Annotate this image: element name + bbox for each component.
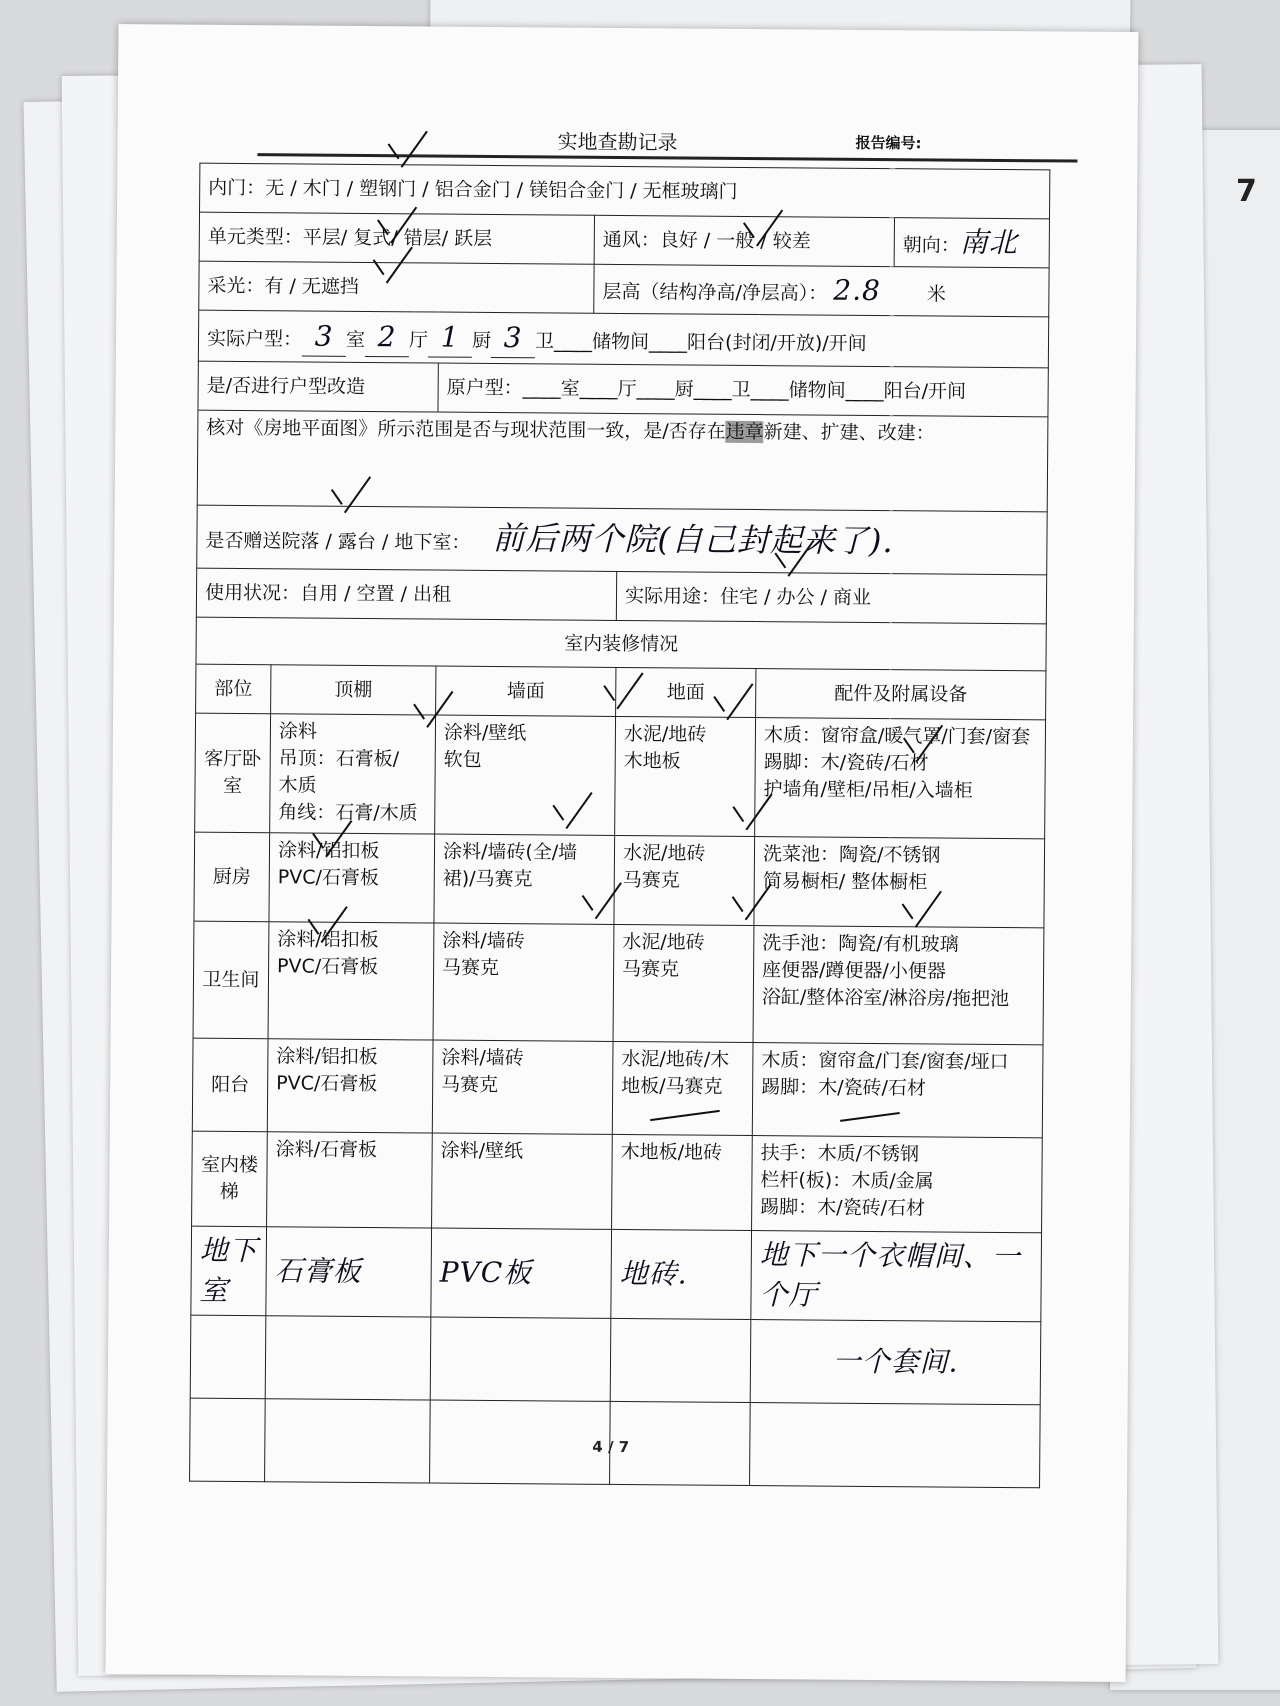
- blank-cell: [610, 1318, 751, 1402]
- actual-use-cell: 实际用途：住宅 / 办公 / 商业: [616, 571, 1046, 623]
- blank-cell: [750, 1402, 1041, 1487]
- gift-label: 是否赠送院落 / 露台 / 地下室：: [205, 530, 471, 555]
- deco-header-row: [196, 664, 1046, 720]
- floor-cell: 水泥/地砖 马赛克: [614, 835, 755, 925]
- survey-form-table: [189, 163, 1050, 1488]
- blank-cell: [190, 1398, 266, 1482]
- layout-kitchen-label: 厨: [471, 329, 492, 352]
- header-ceiling: 顶棚: [271, 665, 436, 715]
- wall-cell-handwritten: PVC板: [431, 1228, 612, 1318]
- orientation-value: 南北: [959, 225, 1018, 260]
- ceiling-cell: 涂料/铝扣板 PVC/石膏板: [268, 922, 434, 1040]
- usage-row: [196, 568, 1046, 624]
- actual-layout-cell: [198, 310, 1048, 368]
- part-cell: 卫生间: [193, 921, 269, 1039]
- wall-cell: 涂料/墙砖 马赛克: [432, 1040, 613, 1134]
- gift-cell: [197, 505, 1047, 575]
- part-cell: 阳台: [192, 1038, 268, 1132]
- report-number-label: 报告编号:: [855, 133, 922, 153]
- wall-cell: 涂料/壁纸: [432, 1133, 613, 1229]
- blank-cell: [265, 1315, 431, 1399]
- background-page-mark: 7: [1236, 174, 1257, 209]
- lighting-cell: 采光：有 / 无遮挡: [199, 261, 594, 313]
- floor-height-unit: 米: [926, 283, 947, 306]
- floor-cell: 木地板/地砖: [612, 1134, 753, 1230]
- floor-height-cell: [594, 264, 1049, 317]
- layout-rest: 卫____储物间____阳台(封闭/开放)/开间: [534, 329, 867, 355]
- fittings-cell: 洗手池：陶瓷/有机玻璃 座便器/蹲便器/小便器 浴缸/整体浴室/淋浴房/拖把池: [753, 926, 1044, 1045]
- unit-type-cell: 单元类型：平层/ 复式/ 错层/ 跃层: [199, 212, 594, 264]
- actual-layout-row: [198, 310, 1048, 368]
- deco-row-kitchen: [194, 832, 1045, 928]
- floor-cell-handwritten: 地砖.: [611, 1229, 752, 1319]
- fittings-cell: 扶手：木质/不锈钢 栏杆(板)：木质/金属 踢脚：木/瓷砖/石材: [752, 1136, 1043, 1233]
- ceiling-cell: 涂料/石膏板: [267, 1132, 433, 1228]
- document-header: [257, 123, 1077, 162]
- fittings-cell-handwritten: 地下一个衣帽间、一个厅: [751, 1231, 1042, 1322]
- decoration-title: 室内装修情况: [196, 617, 1046, 671]
- deco-row-bathroom: [193, 921, 1044, 1045]
- fittings-cell-handwritten-cont: 一个套间.: [750, 1319, 1041, 1404]
- renovation-cell: 是/否进行户型改造: [198, 361, 438, 412]
- inner-door-cell: 内门：无 / 木门 / 塑钢门 / 铝合金门 / 镁铝合金门 / 无框玻璃门: [200, 163, 1050, 219]
- part-cell-handwritten: 地下室: [191, 1226, 267, 1315]
- header-fittings: 配件及附属设备: [756, 669, 1046, 720]
- orientation-cell: [894, 218, 1049, 268]
- header-wall: 墙面: [436, 666, 616, 716]
- verify-highlight: 违章: [725, 420, 764, 444]
- document-title: 实地查勘记录: [557, 129, 678, 155]
- usage-status-cell: 使用状况：自用 / 空置 / 出租: [196, 568, 616, 620]
- header-floor: 地面: [616, 667, 756, 717]
- blank-cell: [430, 1317, 611, 1401]
- wall-cell: 涂料/壁纸 软包: [435, 715, 616, 835]
- blank-cell: [610, 1401, 751, 1485]
- layout-bath-value: 3: [491, 318, 535, 359]
- gift-row: [197, 505, 1047, 575]
- deco-row-blank-1: [190, 1315, 1041, 1405]
- ceiling-cell: 涂料/铝扣板 PVC/石膏板: [267, 1039, 433, 1133]
- verify-text-end: 新建、扩建、改建：: [763, 421, 935, 445]
- ceiling-cell-handwritten: 石膏板: [266, 1227, 432, 1317]
- unit-type-row: [199, 212, 1049, 268]
- fittings-cell: 木质：窗帘盒/门套/窗套/垭口 踢脚：木/瓷砖/石材: [752, 1043, 1043, 1138]
- floor-cell: 水泥/地砖 马赛克: [613, 924, 754, 1042]
- blank-cell: [190, 1315, 266, 1399]
- page-number: 4 / 7: [592, 1437, 630, 1457]
- blank-cell: [265, 1398, 431, 1482]
- verify-cell: [197, 410, 1048, 512]
- deco-row-stairs: [192, 1131, 1043, 1233]
- ceiling-cell: 涂料 吊顶：石膏板/ 木质 角线：石膏/木质: [270, 714, 436, 834]
- deco-row-balcony: [192, 1038, 1043, 1138]
- orientation-label: 朝向：: [902, 234, 960, 257]
- floor-height-value: 2.8: [833, 273, 882, 308]
- deco-row-basement: [191, 1226, 1042, 1321]
- layout-kitchen-value: 1: [428, 317, 472, 358]
- decoration-title-row: [196, 617, 1046, 671]
- floor-height-label: 层高（结构净高/净层高）：: [602, 280, 828, 305]
- wall-cell: 涂料/墙砖 马赛克: [433, 923, 614, 1041]
- inner-door-row: [200, 163, 1050, 219]
- floor-cell: 水泥/地砖/木地板/马赛克: [612, 1041, 753, 1135]
- deco-row-living: [195, 713, 1046, 839]
- actual-layout-label: 实际户型：: [206, 327, 303, 351]
- header-part: 部位: [196, 664, 271, 714]
- part-cell: 客厅卧室: [195, 713, 271, 833]
- floor-cell: 水泥/地砖 木地板: [615, 716, 756, 836]
- gift-value: 前后两个院(自己封起来了).: [492, 519, 894, 561]
- fittings-cell: 洗菜池：陶瓷/不锈钢 简易橱柜/ 整体橱柜: [754, 837, 1045, 928]
- part-cell: 厨房: [194, 832, 270, 922]
- renovation-row: [198, 361, 1048, 417]
- ceiling-cell: 涂料/铝扣板 PVC/石膏板: [269, 833, 435, 923]
- layout-rooms-value: 3: [302, 316, 346, 357]
- part-cell: 室内楼梯: [192, 1131, 268, 1227]
- blank-cell: [430, 1400, 611, 1484]
- original-layout-cell: 原户型：____室____厅____厨____卫____储物间____阳台/开间: [438, 363, 1048, 417]
- wall-cell: 涂料/墙砖(全/墙裙)/马赛克: [434, 834, 615, 924]
- survey-record-page: [106, 24, 1139, 1682]
- lighting-row: [199, 261, 1049, 317]
- verify-text: 核对《房地平面图》所示范围是否与现状范围一致，是/否存在: [206, 416, 726, 443]
- layout-halls-value: 2: [365, 317, 409, 358]
- layout-halls-label: 厅: [408, 328, 429, 352]
- verify-row: [197, 410, 1048, 512]
- layout-rooms-label: 室: [345, 328, 366, 351]
- fittings-cell: 木质：窗帘盒/暖气罩/门套/窗套 踢脚：木/瓷砖/石材 护墙角/壁柜/吊柜/入墙柜: [755, 718, 1046, 839]
- ventilation-cell: 通风：良好 / 一般 / 较差: [594, 215, 894, 266]
